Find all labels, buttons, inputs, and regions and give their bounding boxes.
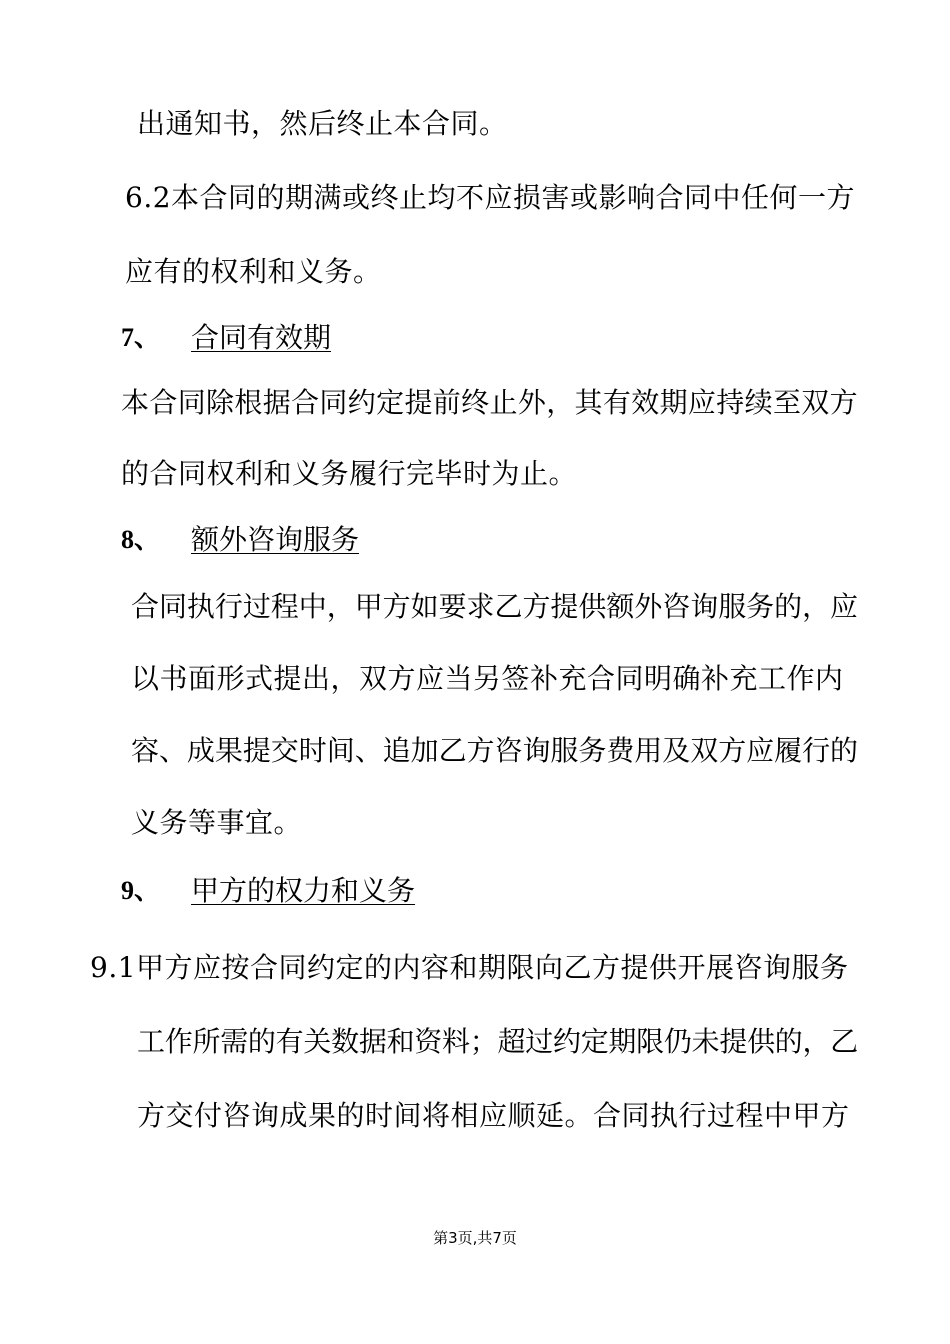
section-title: 甲方的权力和义务 [191,874,416,907]
body-line: 义务等事宜。 [131,806,303,839]
body-line: 工作所需的有关数据和资料；超过约定期限仍未提供的，乙 [137,1025,859,1058]
section-number: 9、 [121,876,161,905]
body-line: 应有的权利和义务。 [125,255,382,288]
body-line: 以书面形式提出，双方应当另签补充合同明确补充工作内 [131,662,844,695]
page-footer: 第3页,共7页 [433,1229,517,1247]
body-line: 合同执行过程中，甲方如要求乙方提供额外咨询服务的，应 [131,590,859,623]
body-line: 的合同权利和义务履行完毕时为止。 [121,457,578,490]
body-line: 容、成果提交时间、追加乙方咨询服务费用及双方应履行的 [131,734,859,767]
section-number: 7、 [121,323,161,352]
body-line: 出通知书，然后终止本合同。 [137,107,508,140]
body-line: 6.2本合同的期满或终止均不应损害或影响合同中任何一方 [125,181,856,214]
section-number: 8、 [121,525,161,554]
body-line: 方交付咨询成果的时间将相应顺延。合同执行过程中甲方 [137,1099,850,1132]
body-line: 9.1甲方应按合同约定的内容和期限向乙方提供开展咨询服务 [90,951,849,984]
body-line: 本合同除根据合同约定提前终止外，其有效期应持续至双方 [121,386,859,419]
section-title: 额外咨询服务 [191,523,360,556]
section-title: 合同有效期 [191,321,332,354]
